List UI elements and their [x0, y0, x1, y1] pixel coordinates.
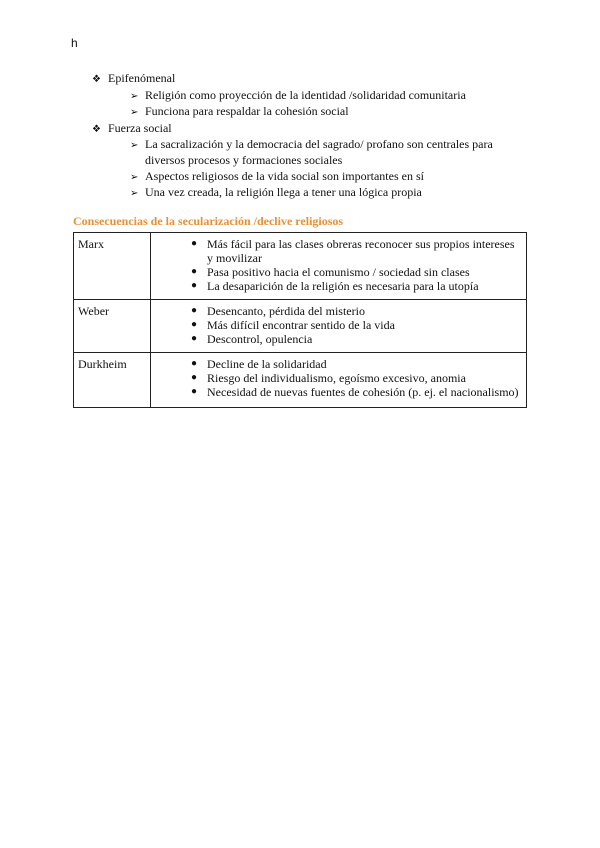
author-cell: Marx	[74, 233, 151, 300]
sub-item: ➢ Religión como proyección de la identidad /solidaridad comunitaria	[130, 88, 466, 102]
bullet-icon: ●	[191, 358, 198, 369]
bullet-icon: ●	[191, 319, 198, 330]
bullet-icon: ●	[191, 305, 198, 316]
list-item: ● Riesgo del individualismo, egoísmo excesivo, anomia	[191, 371, 466, 385]
arrow-bullet-icon: ➢	[130, 172, 139, 183]
list-item: ● Más difícil encontrar sentido de la vida	[191, 318, 395, 332]
list-item: ● Desencanto, pérdida del misterio	[191, 304, 365, 318]
sub-item: ➢ Aspectos religiosos de la vida social son importantes en sí	[130, 169, 424, 183]
diamond-bullet-icon: ❖	[92, 124, 101, 135]
arrow-bullet-icon: ➢	[130, 91, 139, 102]
arrow-bullet-icon: ➢	[130, 107, 139, 118]
sub-item: ➢ Funciona para respaldar la cohesión social	[130, 104, 349, 118]
bullet-icon: ●	[191, 280, 198, 291]
arrow-bullet-icon: ➢	[130, 140, 139, 151]
bullet-icon: ●	[191, 333, 198, 344]
list-item: ● Decline de la solidaridad	[191, 357, 327, 371]
list-item: ● Descontrol, opulencia	[191, 332, 313, 346]
sub-item: ➢ La sacralización y la democracia del sagrado/ profano son centrales para	[130, 137, 493, 151]
table-row	[74, 300, 527, 353]
items-cell	[151, 300, 527, 353]
bullet-icon: ●	[191, 386, 198, 397]
list-item: ● La desaparición de la religión es necesaria para la utopía	[191, 279, 479, 293]
author-cell: Durkheim	[74, 353, 151, 408]
table-row	[74, 233, 527, 300]
list-item: ● Necesidad de nuevas fuentes de cohesión (p. ej. el nacionalismo)	[191, 385, 519, 399]
table-heading: Consecuencias de la secularización /declive religiosos	[73, 214, 344, 228]
table-row	[74, 353, 527, 408]
outline-item-epifenomenal: ❖ Epifenómenal	[92, 71, 176, 85]
items-cell	[151, 233, 527, 300]
items-cell	[151, 353, 527, 408]
sub-item-continuation: diversos procesos y formaciones sociales	[145, 153, 343, 167]
list-item: ● Más fácil para las clases obreras reconocer sus propios intereses y movilizar	[191, 237, 515, 265]
arrow-bullet-icon: ➢	[130, 188, 139, 199]
author-cell: Weber	[74, 300, 151, 353]
list-item: ● Pasa positivo hacia el comunismo / sociedad sin clases	[191, 265, 470, 279]
bullet-icon: ●	[191, 266, 198, 277]
sub-item: ➢ Una vez creada, la religión llega a tener una lógica propia	[130, 185, 422, 199]
bullet-icon: ●	[191, 372, 198, 383]
bullet-icon: ●	[191, 238, 198, 249]
header-text: h	[71, 36, 78, 50]
diamond-bullet-icon: ❖	[92, 74, 101, 85]
consequences-table	[73, 232, 527, 408]
outline-item-fuerza-social: ❖ Fuerza social	[92, 121, 172, 135]
